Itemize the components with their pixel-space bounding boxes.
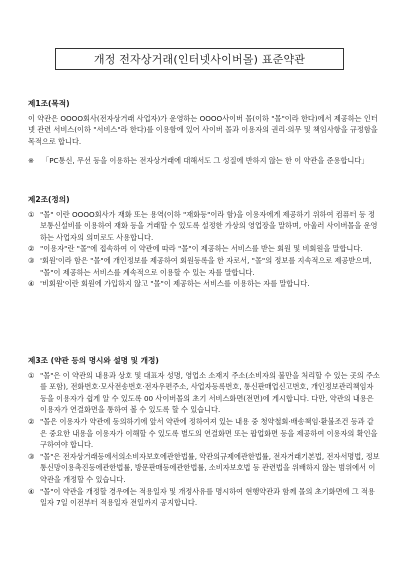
item-text: "몰"이 약관을 개정할 경우에는 적용일자 및 개정사유를 명시하여 현행약관과 함께 몰의 초기화면에 그 적용일자 7일 이전부터 적용일자 전일까지 공지합니다. <box>40 486 375 508</box>
list-item <box>28 278 380 290</box>
item-number: ② <box>28 416 35 426</box>
item-number: ③ <box>28 255 35 265</box>
list-item <box>28 209 380 244</box>
document-title: 개정 전자상거래(인터넷사이버몰) 표준약관 <box>55 48 344 70</box>
article-1 <box>28 98 380 167</box>
item-text: "몰은 이용자가 약관에 동의하기에 앞서 약관에 정하여져 있는 내용 중 청약철회·배송책임·환불조건 등과 같은 중요한 내용을 이용자가 이해할 수 있도록 별도의 연결화면 또는 팝업화면 등을 제공하여 이용자의 확인을 구하여야 합니다. <box>40 416 378 450</box>
item-number: ① <box>28 370 35 380</box>
list-item <box>28 370 380 416</box>
item-text: '비회원'이란 회원에 가입하지 않고 "몰"이 제공하는 서비스를 이용하는 자를 말합니다. <box>40 279 310 289</box>
item-text: "몰"은 전자상거래등에서의소비자보호에관한법률, 약관의규제에관한법률, 전자거래기본법, 전자서명법, 정보통신망이용촉진등에관한법률, 방문판매등에관한법률, 소비자보호법 등 관련법을 위배하지 않는 범위에서 이 약관을 개정할 수 있습니다. <box>40 451 380 484</box>
note-text: 「PC통신, 무선 등을 이용하는 전자상거래에 대해서도 그 성질에 반하지 않는 한 이 약관을 준용합니다」 <box>42 156 369 166</box>
item-text: "몰" 이란 OOOO회사가 재화 또는 용역(이하 "재화등"이라 함)을 이용자에게 제공하기 위하여 컴퓨터 등 정보통신설비를 이용하여 재화 등을 거래할 수 있도록 설정한 가상의 영업장을 말하며, 아울러 사이버몰을 운영하는 사업자의 의미로도 사용합니다. <box>40 209 378 242</box>
article-3 <box>28 355 380 509</box>
item-text: '회원'이라 함은 "몰"에 개인정보를 제공하여 회원등록을 한 자로서, "몰"의 정보를 지속적으로 제공받으며, "몰"이 제공하는 서비스를 계속적으로 이용할 수 있는 자를 말합니다. <box>40 255 372 277</box>
article-2-heading: 제2조(정의) <box>28 195 70 204</box>
article-1-note <box>28 155 380 167</box>
list-item <box>28 486 380 509</box>
item-text: "이용자"란 "몰"에 접속하여 이 약관에 따라 "몰"이 제공하는 서비스를 받는 회원 및 비회원을 말합니다. <box>40 244 363 254</box>
article-3-heading: 제3조 (약관 등의 명시와 설명 및 개정) <box>28 356 159 365</box>
item-number: ① <box>28 209 35 219</box>
list-item <box>28 416 380 451</box>
list-item <box>28 451 380 486</box>
item-number: ③ <box>28 451 35 461</box>
article-1-body: 이 약관은 OOOO회사(전자상거래 사업자)가 운영하는 OOOO사이버 몰(이하 "몰"이라 한다)에서 제공하는 인터넷 관련 서비스(이하 "서비스"라 한다)를 이용함에 있어 사이버 몰과 이용자의 권리·의무 및 책임사항을 규정함을 목적으로 합니다. <box>28 113 378 146</box>
item-number: ④ <box>28 279 35 289</box>
note-mark: ※ <box>28 156 35 166</box>
article-1-heading: 제1조(목적) <box>28 99 70 108</box>
list-item <box>28 255 380 278</box>
list-item <box>28 243 380 255</box>
article-2 <box>28 194 380 290</box>
item-number: ② <box>28 244 35 254</box>
item-number: ④ <box>28 486 35 496</box>
item-text: "몰"은 이 약관의 내용과 상호 및 대표자 성명, 영업소 소재지 주소(소비자의 불만을 처리할 수 있는 곳의 주소를 포함), 전화번호·모사전송번호·전자우편주소, 사업자등록번호, 통신판매업신고번호, 개인정보관리책임자등을 이용자가 쉽게 알 수 있도록 00 사이버몰의 초기 서비스화면(전면)에 게시합니다. 다만, 약관의 내용은 이용자가 연결화면을 통하여 볼 수 있도록 할 수 있습니다. <box>40 370 380 415</box>
